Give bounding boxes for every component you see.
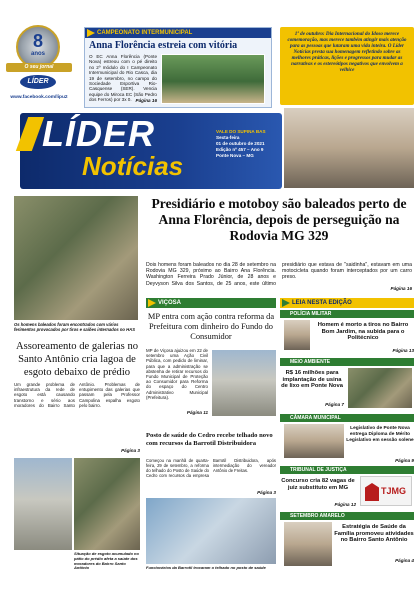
edition-line-5: Ponte Nova – MG	[216, 153, 254, 158]
vicosa-tag: VIÇOSA	[146, 298, 276, 308]
galerias-body: Um grande problema de infraestrutura da rede de esgoto está causando transtorno e sério aos moradores do Bairro Santo Antônio. Problemas de entupimento das galerias que passam pela Professor Campolina espalha esgoto pelo bairro.	[14, 382, 140, 408]
sidebar-title-camara[interactable]: Legislativo de Ponte Nova entrega Diploma de Mérito Legislativo em sessão solene	[346, 426, 414, 443]
sidebar	[280, 298, 414, 588]
team-photo	[161, 54, 265, 104]
sidebar-tag-setembro: SETEMBRO AMARELO	[280, 512, 414, 520]
tjmg-badge[interactable]	[360, 476, 412, 506]
vicosa-photo	[212, 350, 276, 416]
cedro-photo-caption: Funcionários da Barrotil trocaram o telhado no posto de saúde	[146, 565, 266, 570]
headline-body: Dois homens foram baleados no dia 28 de setembro na Rodovia MG 329, próximo ao Bairro Ana Florência. Washington Ferreira Prado Júnior, de 28 anos e Deyvyson Silva dos Santos, de 25 anos, este último presidiário que estava de "saidinha", estavam em uma motocicleta quando foram interceptados por um carro preso.	[146, 262, 412, 287]
seal-number: 8	[32, 31, 43, 51]
sidebar-title-setembro[interactable]: Estratégia de Saúde da Família promoveu atividades no Bairro Santo Antônio	[334, 524, 414, 544]
headline-photo	[14, 196, 138, 320]
top-story-box	[84, 27, 272, 108]
cedro-title: Posto de saúde do Cedro recebe telhado novo com recursos da Barrotil Distribuidora	[146, 432, 273, 447]
sidebar-title-policia[interactable]: Homem é morto a tiros no Bairro Bom Jardim, na subida para o Politécnico	[317, 322, 409, 342]
vicosa-body: MP de Viçosa ajuizou em 22 de setembro uma Ação Civil Pública, com pedido de liminar, para que a administração se abstenha de retirar recursos do Fundo Municipal de Proteção ao Consumidor para Reforma do espaço do Centro Administrativo Municipal (Prefeitura).	[146, 348, 208, 400]
logo-subtitle: Notícias	[82, 151, 184, 181]
cedro-section	[146, 432, 276, 582]
edition-line-1: VALE DO SUPINA BAS	[216, 129, 266, 134]
cedro-body: Começou na manhã de quarta-feira, 29 de setembro, a reforma do telhado do Posto de Saúde do Cedro com recursos da empresa Barrotil Distribuidora, após intermediação do vereador Antônio de Freitas.	[146, 458, 276, 478]
sidebar-tag-camara: CÂMARA MUNICIPAL	[280, 414, 414, 422]
top-story-body: O EC Anna Florência (Ponte Nova) estreou com o pé direito no 2º módulo do I Campeonato Intermunicipal do Rio Casca, dia 19 de setembro, no campo do Sociedade Esportiva Rio-Casquense (SER). Vencia equipe do Miroca EC (São Pedro dos Ferros) por 3x 0.	[89, 54, 157, 103]
sidebar-page-meio-ambiente: Página 7	[325, 402, 344, 407]
logo-swoosh	[16, 117, 44, 151]
sidebar-tag-tribunal: TRIBUNAL DE JUSTIÇA	[280, 466, 414, 474]
top-story-page: Página 16	[135, 98, 157, 103]
elderly-day-text: 1º de outubro: Dia Internacional do Idoso merece comemoração, mas merece também atingir mais atenção para as pessoas que lutaram uma vida inteira. O Líder Notícias presta sua homenagem refletindo sobre as melhores práticas, lições e progressos para mudar as narrativas e os estereótipos negativos que envolvem a velhice	[287, 31, 407, 73]
seal-anos: anos	[30, 51, 45, 57]
galerias-photo-sewage	[74, 458, 140, 550]
sidebar-title-tribunal[interactable]: Concurso cria 82 vagas de juiz substituto em MG	[281, 478, 355, 491]
vicosa-section	[146, 298, 276, 426]
galerias-page: Página 3	[121, 448, 140, 453]
sidebar-header: LEIA NESTA EDIÇÃO	[280, 298, 414, 308]
logo-text: LÍDER	[42, 113, 155, 154]
sidebar-page-camara: Página 9	[395, 458, 414, 463]
anniversary-seal	[6, 25, 72, 105]
cedro-photo	[146, 498, 276, 564]
top-story-title: Anna Florência estreia com vitória	[89, 40, 238, 51]
sidebar-photo-meio-ambiente[interactable]	[348, 368, 412, 408]
elderly-day-box	[280, 27, 414, 105]
sidebar-photo-camara[interactable]	[284, 424, 344, 458]
seal-logo: LÍDER	[20, 75, 56, 89]
headline-photo-caption: Os homens baleados foram encontrados com vários ferimentos provocados por tiros e saíões internados no HAS	[14, 322, 135, 332]
edition-line-2: Sexta-feira	[216, 135, 240, 140]
seal-ribbon: O seu jornal	[6, 63, 72, 72]
tjmg-badge-text: TJMG	[381, 486, 407, 496]
galerias-photo-caption: Situação de esgoto acumulado no pátio do prédio afeta a saúde dos moradores do Bairro Santo Antônio	[74, 551, 139, 571]
masthead-banner	[20, 113, 282, 189]
sidebar-page-setembro: Página 4	[395, 558, 414, 563]
headline-title: Presidiário e motoboy são baleados perto de Anna Florência, depois de perseguição na Rodovia MG 329	[151, 196, 407, 243]
vicosa-page: Página 11	[186, 410, 208, 415]
headline-page: Página 16	[390, 286, 412, 291]
edition-line-3: 01 de outubro de 2021	[216, 141, 265, 146]
sidebar-page-policia: Página 13	[392, 348, 414, 353]
sidebar-photo-setembro[interactable]	[284, 522, 332, 566]
top-story-tag: CAMPEONATO INTERMUNICIPAL	[85, 28, 271, 38]
sidebar-page-tribunal: Página 12	[334, 502, 356, 507]
facebook-link[interactable]: www.facebook.com/lipu2	[10, 95, 68, 100]
sidebar-title-meio-ambiente[interactable]: R$ 16 milhões para implantação de usina de lixo em Ponte Nova	[281, 370, 343, 390]
tjmg-logo-icon	[365, 483, 379, 501]
cedro-page: Página 3	[257, 490, 276, 495]
sidebar-tag-meio-ambiente: MEIO AMBIENTE	[280, 358, 414, 366]
sidebar-tag-policia: POLÍCIA MILITAR	[280, 310, 414, 318]
edition-line-4: Edição nº 457 – Ano 9	[216, 147, 264, 152]
vicosa-title: MP entra com ação contra reforma da Prefeitura com dinheiro do Fundo do Consumidor	[147, 312, 275, 341]
sidebar-photo-policia[interactable]	[284, 320, 310, 350]
edition-info	[216, 129, 280, 159]
elderly-photo	[284, 108, 414, 188]
galerias-title: Assoreamento de galerias no Santo Antônio cria lagoa de esgoto debaixo de prédio	[15, 341, 139, 378]
galerias-photo-building	[14, 458, 72, 550]
